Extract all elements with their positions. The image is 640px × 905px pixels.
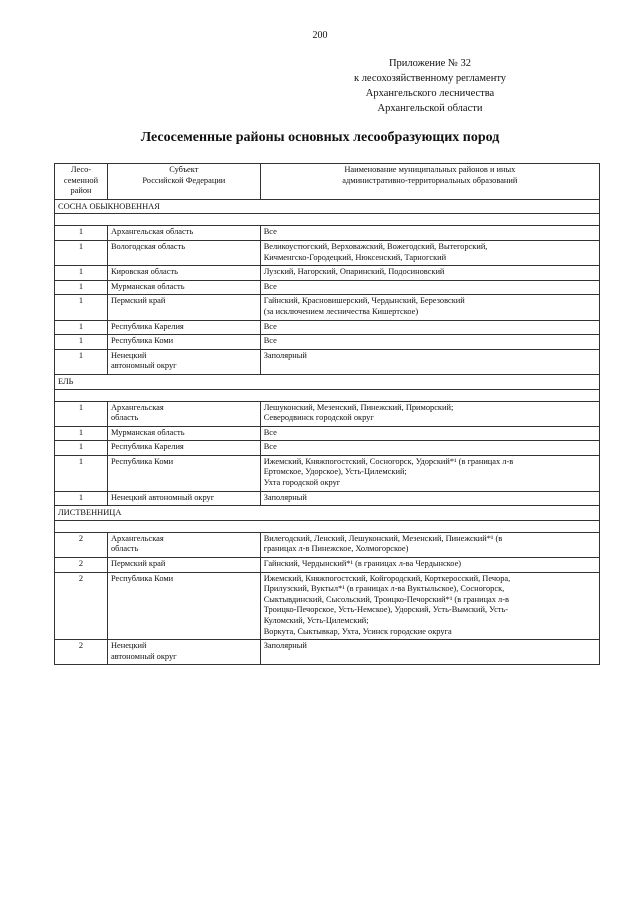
cell-areas: Лузский, Нагорский, Опаринский, Подосиновский (260, 266, 599, 281)
cell-areas: Ижемский, Княжпогостский, Койгородский, Корткеросский, Печора, Прилузский, Вуктыл*¹ (в границах л-ва Вуктыльское), Сосногорск, Сыктывдинский, Сысольский, Троицко-Печорский*¹ (в границах л-в Троицко-Печорское, Усть-Немское), Удорский, Усть-Вымский, Усть- Куломский, Усть-Цилемский; Воркута, Сыктывкар, Ухта, Усинск городские округа (260, 572, 599, 640)
table-row (55, 491, 600, 506)
cell-subject: Архангельская область (107, 401, 260, 426)
cell-areas: Ижемский, Княжпогостский, Сосногорск, Удорский*¹ (в границах л-в Ертомское, Удорское), Усть-Цилемский; Ухта городской округ (260, 455, 599, 491)
section-title: ЛИСТВЕННИЦА (55, 506, 600, 521)
table-row (55, 455, 600, 491)
cell-subject: Архангельская область (107, 532, 260, 557)
header-region: Лесо- семенной район (55, 164, 108, 200)
cell-region: 1 (55, 266, 108, 281)
table-row (55, 349, 600, 374)
cell-subject: Кировская область (107, 266, 260, 281)
cell-areas: Гайнский, Красновишерский, Чердынский, Березовский (за исключением лесничества Кишертское) (260, 295, 599, 320)
table-row (55, 240, 600, 265)
cell-region: 1 (55, 441, 108, 456)
table-row (55, 441, 600, 456)
seed-regions-table (54, 163, 600, 665)
cell-region: 2 (55, 640, 108, 665)
cell-region: 1 (55, 280, 108, 295)
cell-areas: Лешуконский, Мезенский, Пинежский, Приморский; Северодвинск городской округ (260, 401, 599, 426)
cell-subject: Республика Карелия (107, 320, 260, 335)
cell-region: 1 (55, 240, 108, 265)
cell-subject: Вологодская область (107, 240, 260, 265)
appendix-line: Приложение № 32 (388, 58, 472, 69)
spacer-cell (55, 214, 600, 226)
cell-subject: Ненецкий автономный округ (107, 491, 260, 506)
cell-subject: Ненецкий автономный округ (107, 640, 260, 665)
table-row (55, 280, 600, 295)
appendix-line: к лесохозяйственному регламенту (353, 73, 507, 84)
cell-region: 1 (55, 320, 108, 335)
header-subject: Субъект Российской Федерации (107, 164, 260, 200)
cell-areas: Гайнский, Чердынский*¹ (в границах л-ва Чердынское) (260, 558, 599, 573)
table-row (55, 640, 600, 665)
cell-areas: Все (260, 441, 599, 456)
cell-areas: Великоустюгский, Верховажский, Вожегодский, Вытегорский, Кичменгско-Городецкий, Нюксенский, Тарногский (260, 240, 599, 265)
cell-areas: Все (260, 426, 599, 441)
section-row (55, 506, 600, 521)
cell-region: 1 (55, 455, 108, 491)
section-title: ЕЛЬ (55, 374, 600, 389)
table-row (55, 335, 600, 350)
cell-region: 1 (55, 349, 108, 374)
section-row (55, 374, 600, 389)
cell-subject: Пермский край (107, 558, 260, 573)
table-row (55, 401, 600, 426)
cell-region: 2 (55, 558, 108, 573)
cell-areas: Вилегодский, Ленский, Лешуконский, Мезенский, Пинежский*¹ (в границах л-в Пинежское, Холмогорское) (260, 532, 599, 557)
cell-areas: Все (260, 320, 599, 335)
cell-region: 1 (55, 335, 108, 350)
cell-region: 1 (55, 401, 108, 426)
cell-areas: Все (260, 280, 599, 295)
cell-areas: Заполярный (260, 349, 599, 374)
appendix-line: Архангельского лесничества (365, 88, 495, 99)
header-areas: Наименование муниципальных районов и иных административно-территориальных образований (260, 164, 599, 200)
cell-subject: Архангельская область (107, 226, 260, 241)
cell-subject: Республика Коми (107, 455, 260, 491)
table-row (55, 572, 600, 640)
appendix-header (330, 56, 530, 116)
cell-region: 1 (55, 491, 108, 506)
cell-region: 1 (55, 426, 108, 441)
cell-subject: Республика Коми (107, 572, 260, 640)
table-header-row (55, 164, 600, 200)
spacer-cell (55, 520, 600, 532)
cell-areas: Все (260, 226, 599, 241)
cell-region: 2 (55, 572, 108, 640)
section-title: СОСНА ОБЫКНОВЕННАЯ (55, 199, 600, 214)
cell-areas: Заполярный (260, 491, 599, 506)
section-spacer (55, 520, 600, 532)
cell-subject: Мурманская область (107, 280, 260, 295)
table-row (55, 558, 600, 573)
cell-subject: Республика Карелия (107, 441, 260, 456)
appendix-line: Архангельской области (377, 103, 483, 114)
section-spacer (55, 214, 600, 226)
section-spacer (55, 389, 600, 401)
document-title: Лесосеменные районы основных лесообразующих пород (140, 130, 500, 145)
cell-subject: Пермский край (107, 295, 260, 320)
table-row (55, 266, 600, 281)
page-number: 200 (312, 30, 328, 41)
cell-subject: Республика Коми (107, 335, 260, 350)
table-row (55, 426, 600, 441)
section-row (55, 199, 600, 214)
cell-region: 1 (55, 295, 108, 320)
cell-areas: Заполярный (260, 640, 599, 665)
cell-region: 2 (55, 532, 108, 557)
cell-subject: Ненецкий автономный округ (107, 349, 260, 374)
table-row (55, 320, 600, 335)
spacer-cell (55, 389, 600, 401)
table-row (55, 226, 600, 241)
cell-subject: Мурманская область (107, 426, 260, 441)
cell-region: 1 (55, 226, 108, 241)
table-row (55, 295, 600, 320)
table-body (55, 199, 600, 665)
cell-areas: Все (260, 335, 599, 350)
table-row (55, 532, 600, 557)
